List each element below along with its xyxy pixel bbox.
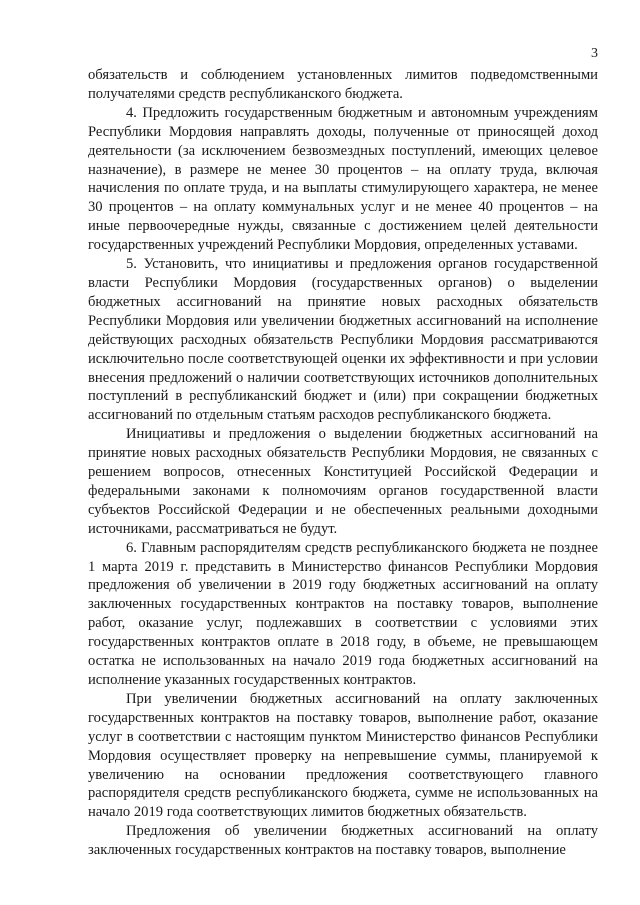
paragraph-item-5: 5. Установить, что инициативы и предложения органов государственной власти Республики Мордовия (государственных органов) о выделении бюджетных ассигнований на принятие новых расходных обязательств Республики Мордовия или увеличении бюджетных ассигнований на исполнение действующих расходных обязательств Республики Мордовия рассматриваются исключительно после соответствующей оценки их эффективности и при условии внесения предложений о наличии соответствующих источников дополнительных поступлений в республиканский бюджет и (или) при сокращении бюджетных ассигнований по отдельным статьям расходов республиканского бюджета. (88, 256, 598, 424)
paragraph-item-6-verification: При увеличении бюджетных ассигнований на оплату заключенных государственных контрактов на поставку товаров, выполнение работ, оказание услуг в соответствии с настоящим пунктом Министерство финансов Республики Мордовия осуществляет проверку на непревышение суммы, планируемой к увеличению на основании предложения соответствующего главного распорядителя средств республиканского бюджета, сумме не использованных на начало 2019 года соответствующих лимитов бюджетных обязательств. (88, 690, 598, 821)
document-body (88, 66, 598, 860)
paragraph-item-5-initiatives: Инициативы и предложения о выделении бюджетных ассигнований на принятие новых расходных обязательств Республики Мордовия, не связанных с решением вопросов, отнесенных Конституцией Российской Федерации и федеральными законами к полномочиям органов государственной власти субъектов Российской Федерации и не обеспеченных реальными доходными источниками, рассматриваться не будут. (88, 426, 598, 537)
paragraph-item-4: 4. Предложить государственным бюджетным и автономным учреждениям Республики Мордовия направлять доходы, полученные от приносящей доход деятельности (за исключением безвозмездных поступлений, имеющих целевое назначение), в размере не менее 30 процентов – на оплату труда, включая начисления по оплате труда, и на выплаты стимулирующего характера, не менее 30 процентов – на оплату коммунальных услуг и не менее 40 процентов – на иные первоочередные нужды, связанные с достижением целей деятельности государственных учреждений Республики Мордовия, определенных уставами. (88, 104, 598, 254)
paragraph-item-6: 6. Главным распорядителям средств республиканского бюджета не позднее 1 марта 2019 г. представить в Министерство финансов Республики Мордовия предложения об увеличении в 2019 году бюджетных ассигнований на оплату заключенных государственных контрактов на поставку товаров, выполнение работ, оказание услуг, подлежавших в соответствии с условиями этих государственных контрактов оплате в 2018 году, в объеме, не превышающем остатка не использованных на начало 2019 года бюджетных ассигнований на исполнение указанных государственных контрактов. (88, 539, 598, 688)
paragraph-item-6-proposals: Предложения об увеличении бюджетных ассигнований на оплату заключенных государственных контрактов на поставку товаров, выполнение (88, 823, 598, 859)
paragraph-continuation: обязательств и соблюдением установленных лимитов подведомственными получателями средств республиканского бюджета. (88, 67, 598, 102)
page-number: 3 (591, 46, 598, 61)
